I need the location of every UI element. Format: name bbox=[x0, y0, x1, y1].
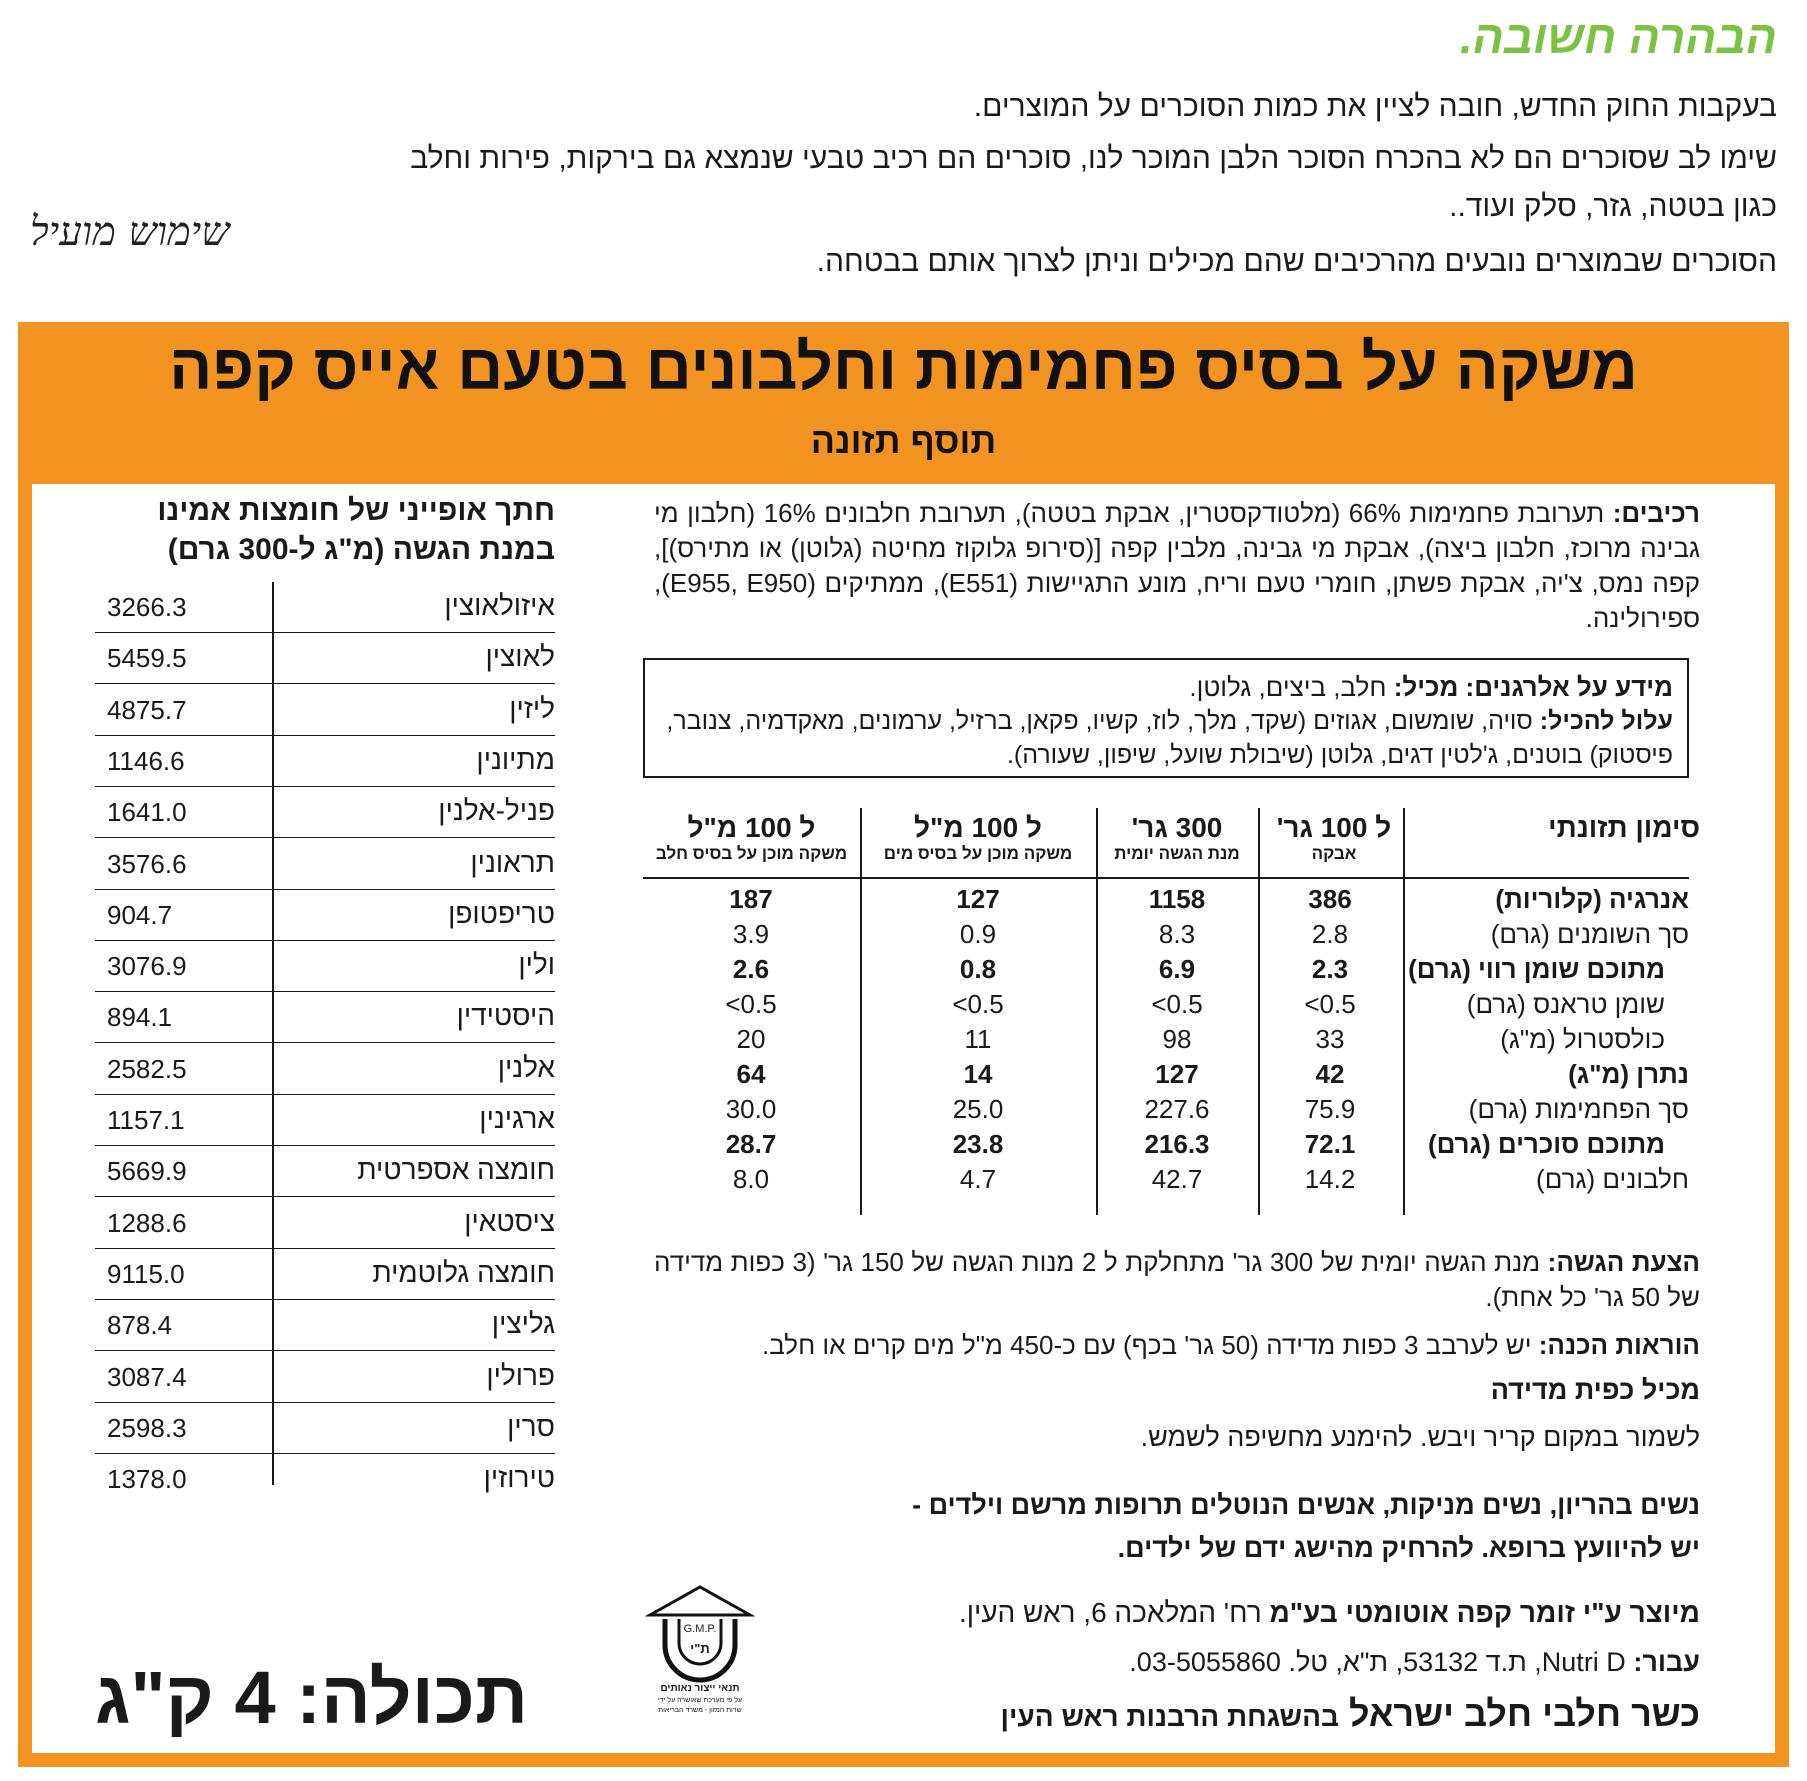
nutrition-row bbox=[643, 1129, 1689, 1164]
prep-instructions bbox=[762, 1330, 1700, 1361]
amino-name: פניל-אלנין bbox=[438, 795, 555, 827]
notice-line: בעקבות החוק החדש, חובה לציין את כמות הסוכרים על המוצרים. bbox=[973, 90, 1777, 123]
prep-text: יש לערבב 3 כפות מדידה (50 גר' בכף) עם כ-450 מ"ל מים קרים או חלב. bbox=[762, 1330, 1532, 1360]
amino-row bbox=[95, 736, 555, 787]
amino-value: 878.4 bbox=[107, 1310, 173, 1341]
notice-title: הבהרה חשובה. bbox=[1459, 11, 1777, 63]
nutrition-value: 127 bbox=[956, 884, 1000, 914]
product-title: משקה על בסיס פחמימות וחלבונים בטעם אייס קפה bbox=[169, 331, 1638, 403]
amino-value: 3076.9 bbox=[107, 951, 187, 982]
amino-value: 1157.1 bbox=[107, 1105, 185, 1135]
nutrition-col-title: ל 100 מ"ל bbox=[687, 812, 816, 843]
gmp-caption: שרות המזון - משרד הבריאות bbox=[658, 1707, 742, 1714]
gmp-caption: על פי מערכת שאושרה על ידי bbox=[657, 1697, 743, 1704]
storage-note: לשמור במקום קריר ויבש. להימנע מחשיפה לשמש. bbox=[1140, 1422, 1700, 1452]
amino-row bbox=[95, 1300, 555, 1351]
nutrition-value: <0.5 bbox=[1151, 989, 1203, 1019]
nutrition-value: 187 bbox=[729, 884, 773, 914]
nutrition-value: 127 bbox=[1155, 1059, 1199, 1089]
amino-name: חומצה גלוטמית bbox=[372, 1256, 555, 1288]
nutrition-col-title: 300 גר' bbox=[1131, 812, 1223, 843]
serving-suggestion-text: מנת הגשה יומית של 300 גר' מתחלקת ל 2 מנות הגשה של 150 גר' (3 כפות מדידה של 50 גר' כל אחת). bbox=[654, 1247, 1700, 1312]
nutrition-row bbox=[643, 919, 1689, 954]
nutrition-value: 2.8 bbox=[1311, 919, 1349, 949]
nutrition-col-sub: אבקה bbox=[1311, 844, 1357, 863]
nutrition-value: <0.5 bbox=[952, 989, 1004, 1019]
distributor-text: Nutri D, ת.ד 53132, ת"א, טל. 03-5055860. bbox=[1129, 1647, 1626, 1677]
amino-value: 5669.9 bbox=[107, 1156, 187, 1187]
nutrition-value: 30.0 bbox=[725, 1094, 777, 1124]
nutrition-row bbox=[643, 1094, 1689, 1129]
product-subtitle: תוסף תזונה bbox=[810, 420, 997, 461]
amino-row bbox=[95, 633, 555, 684]
nutrition-value: 8.0 bbox=[732, 1164, 770, 1194]
amino-name: פרולין bbox=[486, 1359, 555, 1391]
nutrition-value: 42 bbox=[1315, 1059, 1345, 1089]
nutrition-col-header bbox=[1096, 812, 1258, 864]
nutrition-row bbox=[643, 884, 1689, 919]
allergen-contains-label: מידע על אלרגנים: מכיל: bbox=[1393, 672, 1673, 702]
nutrition-col-title: ל 100 מ"ל bbox=[914, 812, 1042, 843]
nutrition-value: 33 bbox=[1315, 1024, 1345, 1054]
kosher-bold: כשר חלבי חלב ישראל bbox=[1348, 1693, 1700, 1734]
amino-name: ולין bbox=[518, 949, 555, 981]
nutrition-value: <0.5 bbox=[725, 989, 777, 1019]
nutrition-row-name: חלבונים (גרם) bbox=[1536, 1164, 1689, 1194]
nutrition-row bbox=[643, 1059, 1689, 1094]
amino-row bbox=[95, 839, 555, 890]
amino-name: סרין bbox=[507, 1410, 555, 1442]
amino-name: ציסטאין bbox=[464, 1205, 555, 1237]
amino-value: 1288.6 bbox=[107, 1207, 187, 1238]
nutrition-value: 4.7 bbox=[959, 1164, 997, 1194]
amino-row bbox=[95, 787, 555, 838]
amino-value: 904.7 bbox=[107, 899, 173, 930]
ingredients-label: רכיבים: bbox=[1612, 498, 1700, 528]
nutrition-row-name: מתוכם סוכרים (גרם) bbox=[1427, 1129, 1665, 1159]
allergen-may-contain-label: עלול להכיל: bbox=[1539, 707, 1673, 735]
nutrition-value: 2.3 bbox=[1311, 954, 1349, 984]
nutrition-row bbox=[643, 1024, 1689, 1059]
amino-name: טירוזין bbox=[483, 1462, 555, 1494]
nutrition-value: 75.9 bbox=[1304, 1094, 1356, 1124]
gmp-logo bbox=[645, 1583, 755, 1723]
amino-title: חתך אופייני של חומצות אמינו bbox=[157, 494, 555, 527]
nutrition-value: 25.0 bbox=[952, 1094, 1004, 1124]
net-weight: תכולה: 4 ק"ג bbox=[95, 1656, 529, 1739]
warning-line: נשים בהריון, נשים מניקות, אנשים הנוטלים תרופות מרשם וילדים - bbox=[912, 1490, 1700, 1520]
amino-row bbox=[95, 1249, 555, 1300]
nutrition-row bbox=[643, 954, 1689, 989]
nutrition-value: 3.9 bbox=[732, 919, 770, 949]
amino-row bbox=[95, 1044, 555, 1095]
amino-title: במנת הגשה (מ"ג ל-300 גרם) bbox=[167, 533, 555, 566]
amino-row bbox=[95, 1403, 555, 1454]
nutrition-value: 0.9 bbox=[959, 919, 997, 949]
manufacturer-label: מיוצר ע"י זומר קפה אוטומטי בע"מ bbox=[1269, 1597, 1700, 1628]
nutrition-value: 14.2 bbox=[1304, 1164, 1356, 1194]
nutrition-value: 20 bbox=[736, 1024, 766, 1054]
prep-label: הוראות הכנה: bbox=[1538, 1330, 1700, 1360]
nutrition-col-sub: משקה מוכן על בסיס מים bbox=[883, 844, 1073, 863]
amino-value: 2598.3 bbox=[107, 1412, 187, 1443]
nutrition-row bbox=[643, 989, 1689, 1024]
amino-value: 2582.5 bbox=[107, 1053, 187, 1084]
nutrition-col-sub: מנת הגשה יומית bbox=[1114, 844, 1240, 863]
nutrition-value: <0.5 bbox=[1304, 989, 1356, 1019]
nutrition-col-header bbox=[860, 812, 1096, 864]
amino-name: אלנין bbox=[497, 1051, 555, 1083]
amino-value: 1146.6 bbox=[107, 745, 185, 776]
allergen-box bbox=[643, 658, 1689, 778]
manufacturer-address: רח' המלאכה 6, ראש העין. bbox=[958, 1597, 1262, 1628]
allergen-may-contain bbox=[659, 704, 1673, 772]
amino-row bbox=[95, 941, 555, 992]
nutrition-row-name: מתוכם שומן רווי (גרם) bbox=[1408, 954, 1665, 984]
amino-value: 1641.0 bbox=[107, 797, 187, 828]
ingredients-text: תערובת פחמימות 66% (מלטודקסטרין, אבקת בטטה), תערובת חלבונים 16% (חלבון מי גבינה מרוכז, חלבון ביצה), אבקת מי גבינה, מלבין קפה [(סירופ גלוקוז מחיטה (גלוטן) או מתירס)], קפה נמס, צ'יה, אבקת פשתן, חומרי טעם וריח, מונע התגיישות (E551), ממתיקים (E955, E950), ספירולינה. bbox=[654, 498, 1700, 633]
amino-name: מתיונין bbox=[476, 743, 555, 775]
amino-name: גליצין bbox=[491, 1308, 555, 1340]
nutrition-col-title: ל 100 גר' bbox=[1276, 812, 1392, 843]
gmp-mid-text: ת"י bbox=[690, 1641, 710, 1656]
distributor-label: עבור: bbox=[1633, 1647, 1700, 1677]
amino-name: ליזין bbox=[509, 692, 555, 724]
nutrition-row-name: אנרגיה (קלוריות) bbox=[1495, 884, 1689, 914]
nutrition-value: 227.6 bbox=[1144, 1094, 1210, 1124]
amino-value: 894.1 bbox=[107, 1002, 173, 1033]
amino-row bbox=[95, 1198, 555, 1249]
scoop-note: מכיל כפית מדידה bbox=[1490, 1375, 1700, 1405]
amino-row bbox=[95, 890, 555, 941]
kosher-text: בהשגחת הרבנות ראש העין bbox=[1000, 1701, 1339, 1732]
manufacturer-line bbox=[959, 1597, 1700, 1629]
nutrition-value: 98 bbox=[1162, 1024, 1192, 1054]
allergen-contains bbox=[659, 670, 1673, 704]
amino-row bbox=[95, 1352, 555, 1403]
amino-value: 9115.0 bbox=[107, 1258, 185, 1289]
nutrition-row-name: סך הפחמימות (גרם) bbox=[1468, 1094, 1689, 1124]
nutrition-value: 2.6 bbox=[732, 954, 770, 984]
nutrition-row-name: סך השומנים (גרם) bbox=[1490, 919, 1689, 949]
nutrition-header-rule bbox=[643, 877, 1689, 879]
warning-line: יש להיוועץ ברופא. להרחיק מהישג ידם של ילדים. bbox=[1117, 1533, 1700, 1563]
nutrition-col-sub: משקה מוכן על בסיס חלב bbox=[655, 844, 848, 863]
nutrition-row bbox=[643, 1164, 1689, 1199]
gmp-top-text: G.M.P. bbox=[683, 1623, 717, 1635]
gmp-caption: תנאי ייצור נאותים bbox=[660, 1683, 740, 1694]
ingredients bbox=[654, 496, 1700, 636]
nutrition-row-name: נתרן (מ"ג) bbox=[1568, 1059, 1689, 1089]
nutrition-value: 23.8 bbox=[952, 1129, 1004, 1159]
notice-line: הסוכרים שבמוצרים נובעים מהרכיבים שהם מכילים וניתן לצרוך אותם בבטחה. bbox=[816, 245, 1777, 278]
amino-row bbox=[95, 1095, 555, 1146]
nutrition-row-name: כולסטרול (מ"ג) bbox=[1500, 1024, 1665, 1054]
nutrition-header-label: סימון תזונתי bbox=[1548, 812, 1700, 843]
amino-name: ארגינין bbox=[479, 1103, 555, 1134]
amino-value: 5459.5 bbox=[107, 643, 187, 674]
nutrition-value: 42.7 bbox=[1151, 1164, 1203, 1194]
serving-suggestion bbox=[654, 1245, 1700, 1315]
nutrition-value: 11 bbox=[964, 1024, 992, 1054]
nutrition-col-header bbox=[643, 812, 860, 864]
nutrition-value: 216.3 bbox=[1144, 1129, 1210, 1159]
nutrition-value: 72.1 bbox=[1304, 1129, 1356, 1159]
nutrition-value: 386 bbox=[1308, 884, 1352, 914]
amino-row bbox=[95, 1146, 555, 1197]
amino-row bbox=[95, 685, 555, 736]
distributor-line bbox=[1129, 1647, 1700, 1678]
amino-name: טריפטופן bbox=[448, 897, 555, 929]
notice-line: שימו לב שסוכרים הם לא בהכרח הסוכר הלבן המוכר לנו, סוכרים הם רכיב טבעי שנמצא גם בירקות, פירות וחלב bbox=[410, 142, 1777, 175]
allergen-contains-text: חלב, ביצים, גלוטן. bbox=[1189, 672, 1387, 702]
nutrition-value: 1158 bbox=[1148, 884, 1206, 914]
notice-line: כגון בטטה, גזר, סלק ועוד.. bbox=[1449, 190, 1777, 223]
kosher-line bbox=[1001, 1693, 1700, 1735]
nutrition-value: 64 bbox=[736, 1059, 766, 1089]
amino-name: היסטידין bbox=[456, 1000, 555, 1032]
nutrition-value: 28.7 bbox=[725, 1129, 777, 1159]
nutrition-value: 8.3 bbox=[1158, 919, 1196, 949]
allergen-may-contain-text: סויה, שומשום, אגוזים (שקד, מלך, לוז, קשיו, פקאן, ברזיל, ערמונים, מאקדמיה, צנובר, פיסטוק) בוטנים, ג'לטין דגים, גלוטן (שיבולת שועל, שיפון, שעורה). bbox=[666, 707, 1673, 769]
amino-value: 1378.0 bbox=[107, 1464, 187, 1495]
signature: שימוש מועיל bbox=[30, 209, 230, 255]
amino-value: 4875.7 bbox=[107, 694, 187, 725]
amino-value: 3576.6 bbox=[107, 848, 187, 879]
nutrition-row-name: שומן טראנס (גרם) bbox=[1466, 989, 1665, 1019]
nutrition-value: 0.8 bbox=[959, 954, 997, 984]
amino-value: 3266.3 bbox=[107, 592, 187, 622]
amino-name: לאוצין bbox=[485, 641, 555, 673]
serving-suggestion-label: הצעת הגשה: bbox=[1547, 1247, 1700, 1277]
amino-row bbox=[95, 582, 555, 633]
amino-name: איזולאוצין bbox=[444, 590, 555, 621]
amino-name: חומצה אספרטית bbox=[357, 1154, 555, 1186]
nutrition-value: 14 bbox=[963, 1059, 993, 1089]
amino-row bbox=[95, 1454, 555, 1505]
nutrition-col-header bbox=[1258, 812, 1410, 864]
amino-row bbox=[95, 992, 555, 1043]
amino-name: תראונין bbox=[470, 846, 555, 878]
amino-value: 3087.4 bbox=[107, 1361, 187, 1392]
nutrition-value: 6.9 bbox=[1158, 954, 1196, 984]
